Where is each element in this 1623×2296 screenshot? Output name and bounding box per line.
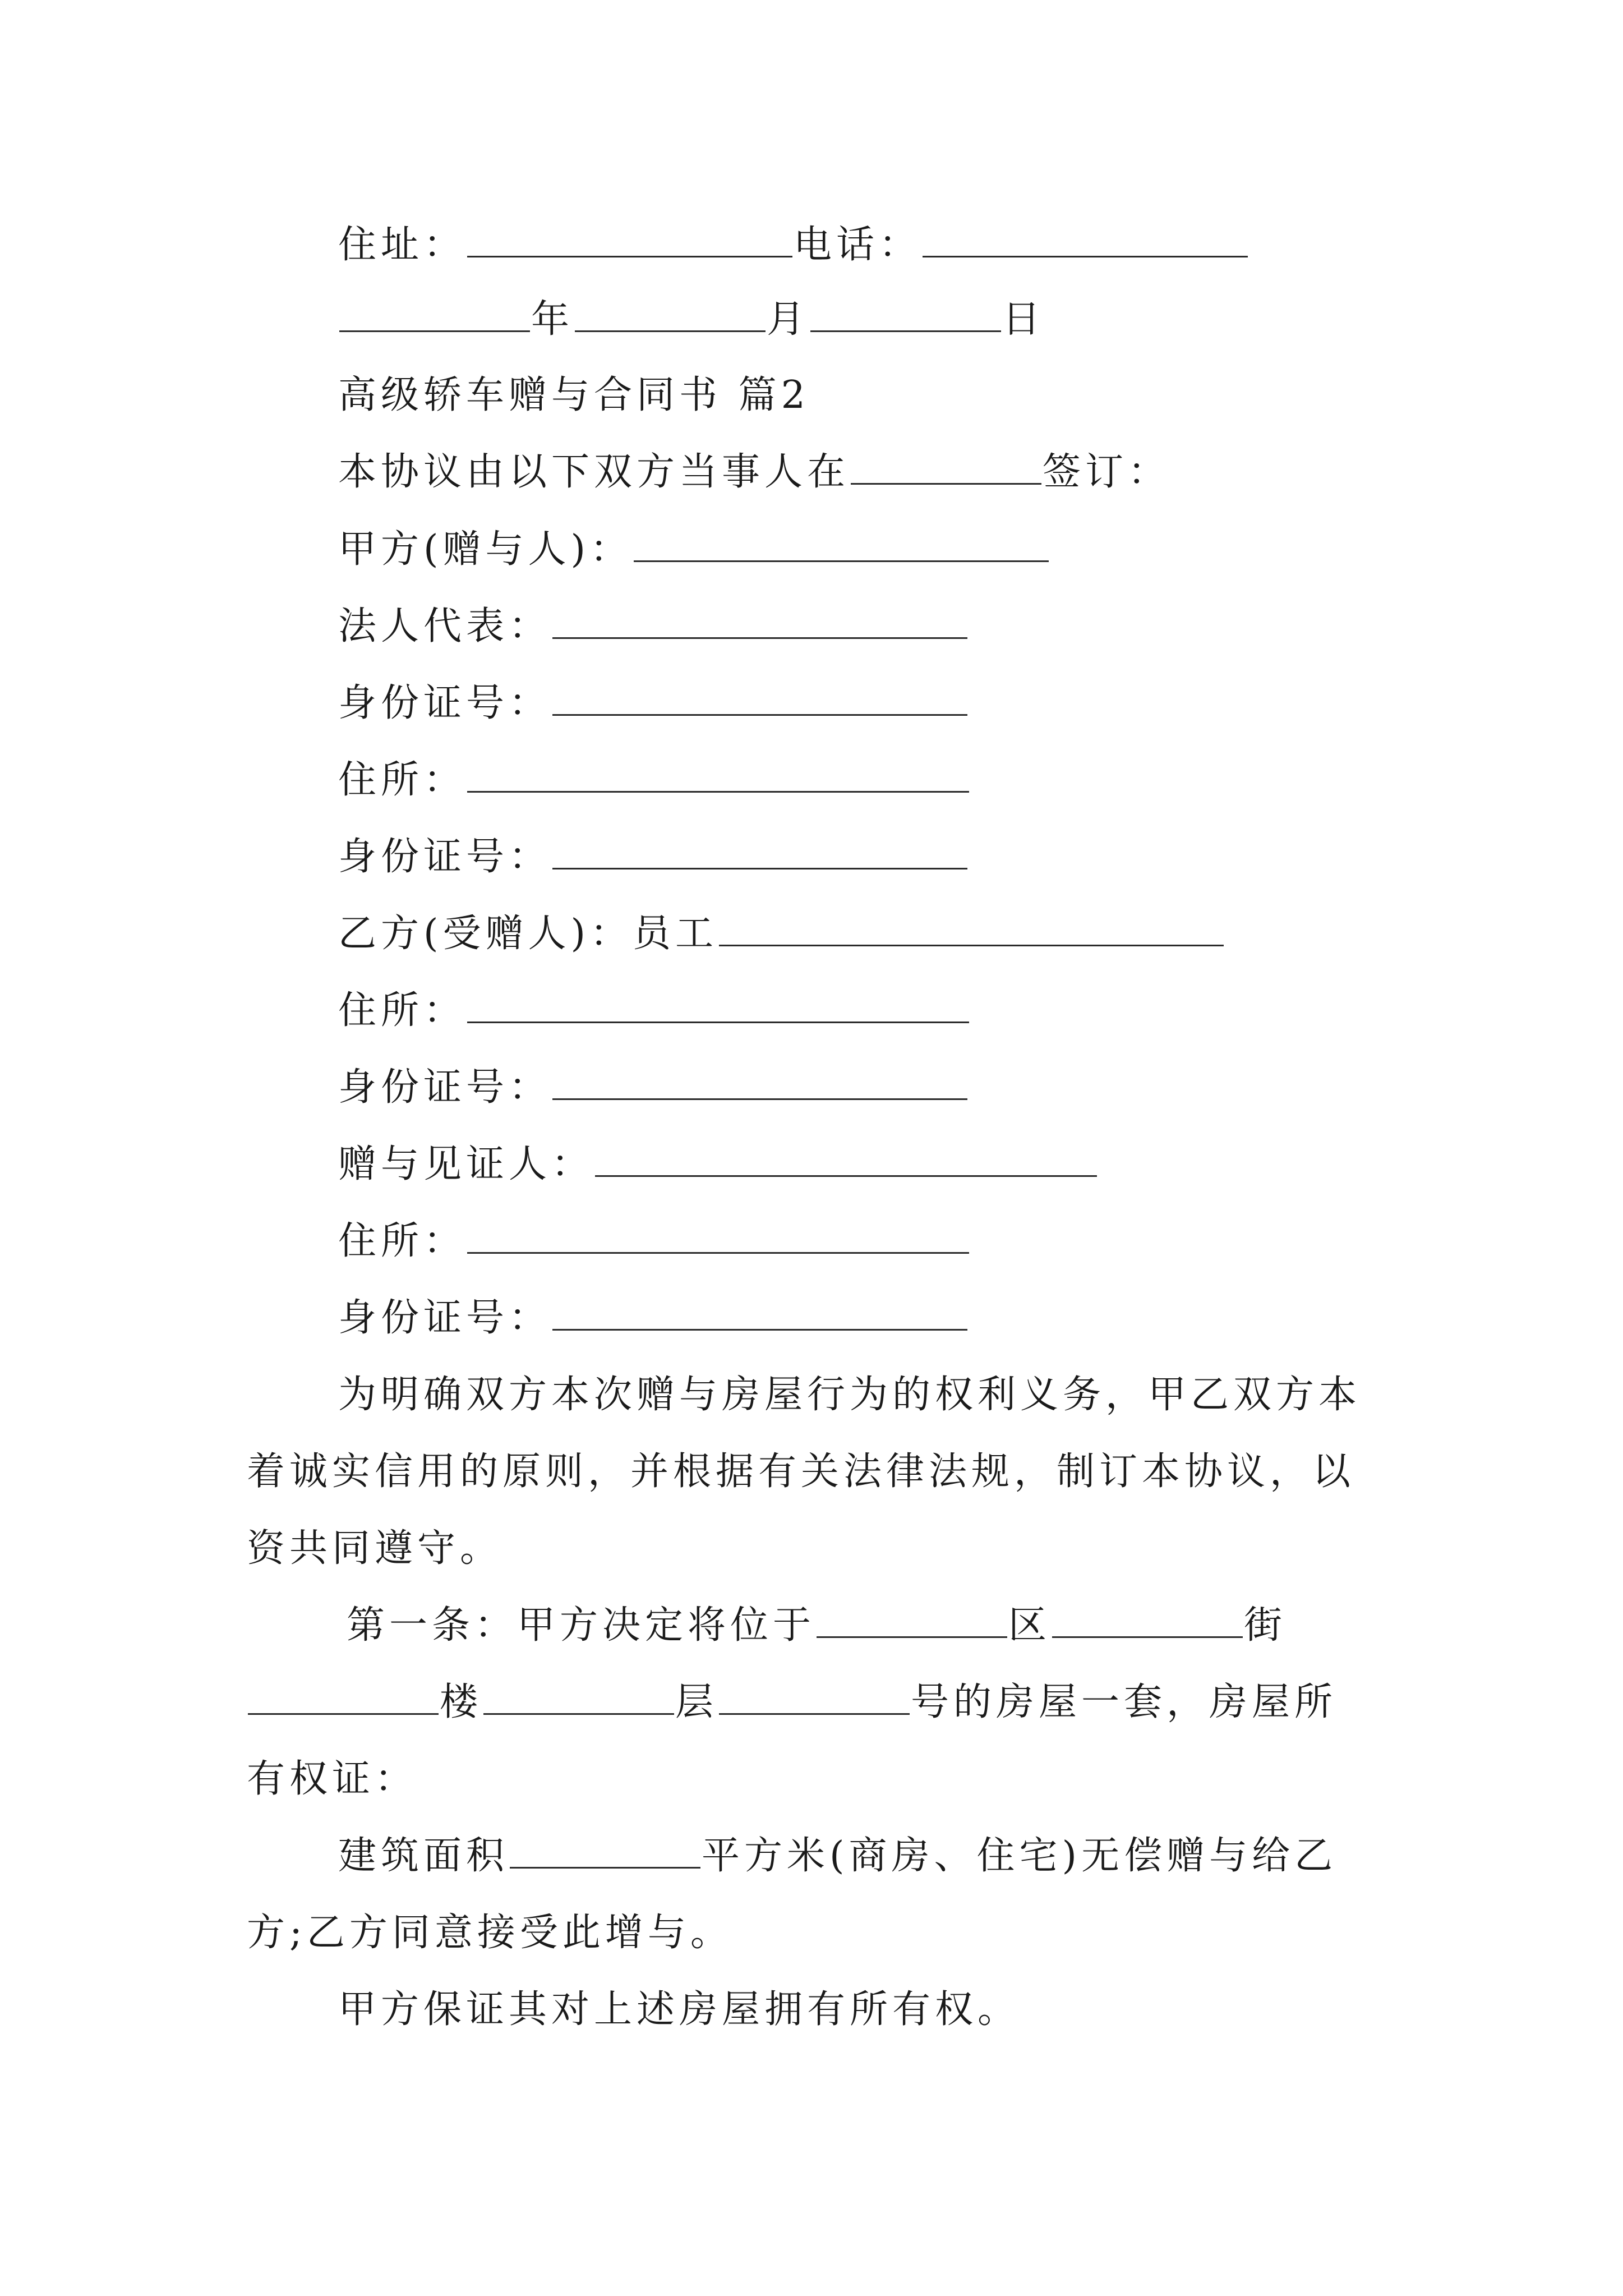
floor-label: 层 [675, 1680, 718, 1724]
area-line-2: 方;乙方同意接受此增与。 [247, 1911, 733, 1955]
witness-line [338, 1139, 1098, 1190]
id-line-3 [338, 1062, 969, 1113]
article-1-line-2 [247, 1677, 1337, 1728]
year-blank[interactable] [339, 296, 530, 332]
id-blank[interactable] [552, 679, 967, 716]
address-line-2 [338, 986, 970, 1036]
id-blank[interactable] [552, 1294, 967, 1331]
residence-blank[interactable] [467, 987, 969, 1023]
contact-line [338, 220, 1249, 270]
day-label: 日 [1002, 297, 1045, 342]
id-label: 身份证号： [338, 681, 552, 725]
party-b-label: 乙方(受赠人)：员工 [338, 912, 718, 956]
legal-rep-line [338, 601, 969, 652]
party-b-line [338, 909, 1225, 959]
party-b-blank[interactable] [719, 910, 1224, 946]
article-1-line-3: 有权证： [247, 1757, 418, 1801]
id-label: 身份证号： [338, 1296, 552, 1340]
article-1-line-1 [347, 1600, 1287, 1651]
party-a-label: 甲方(赠与人)： [338, 527, 633, 572]
article-1-text: 第一条：甲方决定将位于 [347, 1603, 816, 1648]
id-label: 身份证号： [338, 1065, 552, 1110]
phone-label: 电话： [794, 223, 922, 267]
paragraph-1-line-1: 为明确双方本次赠与房屋行为的权利义务，甲乙双方本 [338, 1373, 1362, 1417]
party-a-line [338, 524, 1050, 575]
street-label: 街 [1244, 1603, 1287, 1648]
witness-label: 赠与见证人： [338, 1142, 594, 1186]
address-line-1 [338, 755, 970, 806]
residence-label: 住所： [338, 758, 467, 802]
id-blank[interactable] [552, 1064, 967, 1100]
residence-blank[interactable] [467, 1217, 969, 1254]
section-title: 高级轿车赠与合同书 篇2 [338, 373, 810, 417]
id-line-2 [338, 832, 969, 882]
id-line-4 [338, 1293, 969, 1343]
address-label: 住址： [338, 223, 467, 267]
address-blank[interactable] [467, 221, 792, 257]
intro-sign-text: 签订： [1043, 450, 1171, 494]
district-label: 区 [1008, 1603, 1052, 1648]
day-blank[interactable] [810, 296, 1001, 332]
id-line-1 [338, 678, 969, 729]
floor-blank[interactable] [483, 1678, 674, 1715]
party-a-blank[interactable] [634, 526, 1049, 562]
phone-blank[interactable] [923, 221, 1248, 257]
month-label: 月 [767, 297, 810, 342]
street-blank[interactable] [1052, 1602, 1243, 1638]
district-blank[interactable] [817, 1602, 1007, 1638]
house-text: 号的房屋一套，房屋所 [911, 1680, 1338, 1724]
building-blank[interactable] [248, 1678, 439, 1715]
residence-label: 住所： [338, 1219, 467, 1263]
area-line-1 [338, 1831, 1337, 1881]
residence-blank[interactable] [467, 756, 969, 793]
intro-text: 本协议由以下双方当事人在 [338, 450, 850, 494]
legal-rep-label: 法人代表： [338, 604, 552, 648]
area-blank[interactable] [510, 1832, 700, 1869]
intro-line [338, 447, 1170, 498]
guarantee-line: 甲方保证其对上述房屋拥有所有权。 [338, 1987, 1021, 2032]
number-blank[interactable] [719, 1678, 910, 1715]
address-line-3 [338, 1216, 970, 1267]
id-label: 身份证号： [338, 835, 552, 879]
id-blank[interactable] [552, 833, 967, 869]
date-line [338, 295, 1045, 345]
area-text: 平方米(商房、住宅)无偿赠与给乙 [702, 1834, 1338, 1878]
legal-rep-blank[interactable] [552, 602, 967, 639]
area-label: 建筑面积 [338, 1834, 509, 1878]
witness-blank[interactable] [595, 1140, 1097, 1177]
month-blank[interactable] [575, 296, 766, 332]
paragraph-1-line-3: 资共同遵守。 [247, 1526, 503, 1571]
building-label: 楼 [440, 1680, 483, 1724]
paragraph-1-line-2: 着诚实信用的原则，并根据有关法律法规，制订本协议，以 [247, 1450, 1355, 1494]
place-blank[interactable] [851, 448, 1041, 485]
year-label: 年 [531, 297, 574, 342]
residence-label: 住所： [338, 988, 467, 1033]
